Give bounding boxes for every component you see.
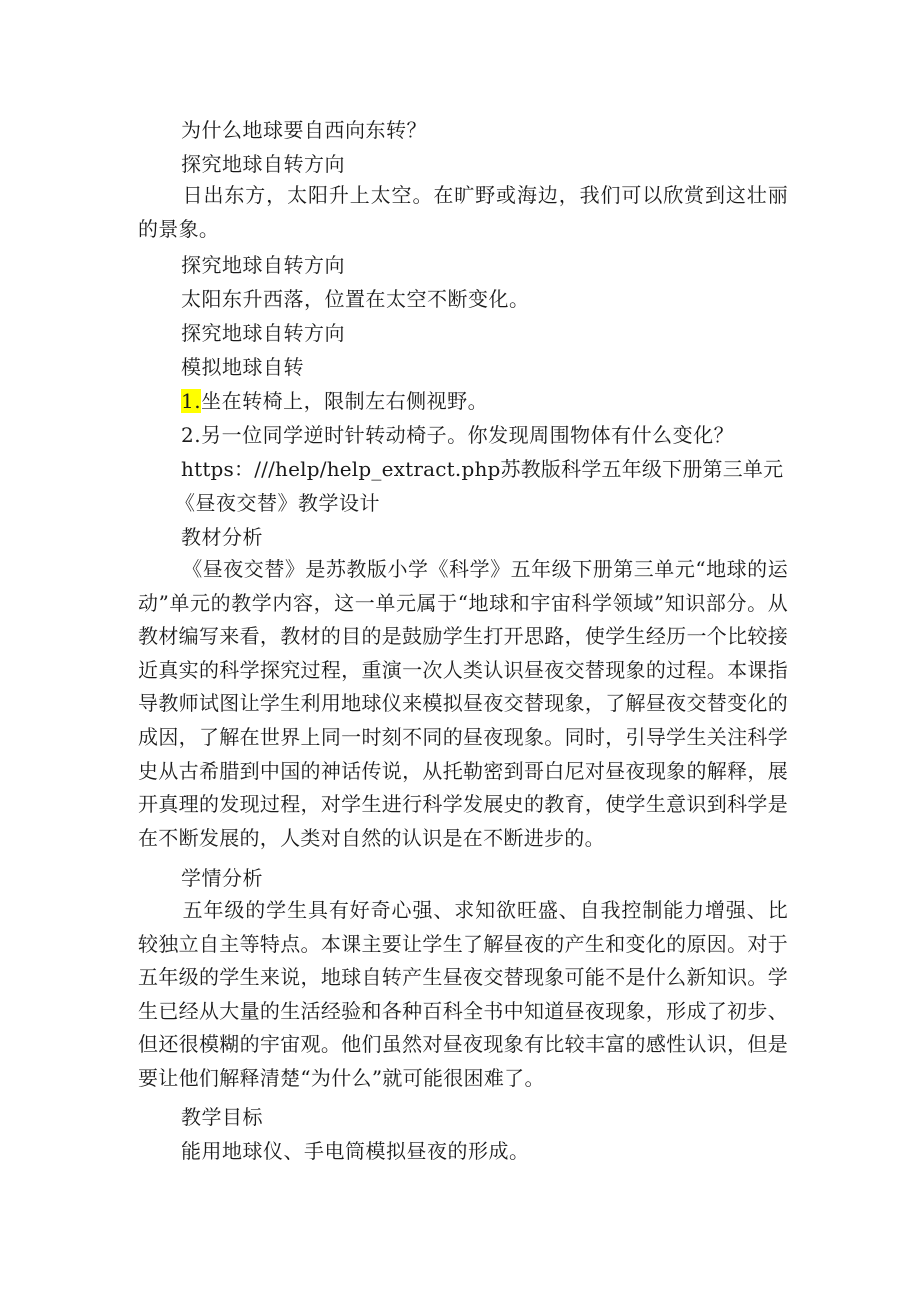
section-heading: 探究地球自转方向: [181, 253, 345, 277]
design-title: 《昼夜交替》教学设计: [175, 491, 380, 515]
heading-student-analysis: 学情分析: [181, 866, 263, 890]
sunrise-text: 日出东方，太阳升上太空。在旷野或海边，我们可以欣赏到这壮丽的景象。: [138, 183, 788, 241]
material-analysis-text: 《昼夜交替》是苏教版小学《科学》五年级下册第三单元“地球的运动”单元的教学内容，这一单元属于“地球和宇宙科学领域”知识部分。从教材编写来看，教材的目的是鼓励学生打开思路，使学生经历一个比较接近真实的科学探究过程，重演一次人类认识昼夜交替现象的过程。本课指导教师试图让学生利用地球仪来模拟昼夜交替现象，了解昼夜交替变化的成因，了解在世界上同一时刻不同的昼夜现象。同时，引导学生关注科学史从古希腊到中国的神话传说，从托勒密到哥白尼对昼夜现象的解释，展开真理的发现过程，对学生进行科学发展史的教育，使学生意识到科学是在不断发展的，人类对自然的认识是在不断进步的。: [138, 557, 788, 850]
section-heading: 探究地球自转方向: [181, 321, 345, 345]
heading-teaching-goals: 教学目标: [181, 1105, 263, 1129]
simulate-heading: 模拟地球自转: [181, 355, 304, 379]
step-2: 2.另一位同学逆时针转动椅子。你发现周围物体有什么变化？: [181, 423, 735, 447]
link-line: https：///help/help_extract.php苏教版科学五年级下册第三单元: [181, 457, 784, 481]
sun-move-text: 太阳东升西落，位置在太空不断变化。: [181, 287, 530, 311]
section-heading: 探究地球自转方向: [181, 152, 345, 176]
heading-material-analysis: 教材分析: [181, 525, 263, 549]
question-heading: 为什么地球要自西向东转？: [181, 118, 427, 142]
step-1-text: 坐在转椅上，限制左右侧视野。: [201, 389, 489, 413]
step-1: [181, 387, 488, 415]
teaching-goals-text: 能用地球仪、手电筒模拟昼夜的形成。: [181, 1139, 530, 1163]
step-1-number: 1.: [181, 389, 202, 413]
student-analysis-text: 五年级的学生具有好奇心强、求知欲旺盛、自我控制能力增强、比较独立自主等特点。本课主要让学生了解昼夜的产生和变化的原因。对于五年级的学生来说，地球自转产生昼夜交替现象可能不是什么新知识。学生已经从大量的生活经验和各种百科全书中知道昼夜现象，形成了初步、但还很模糊的宇宙观。他们虽然对昼夜现象有比较丰富的感性认识，但是要让他们解释清楚“为什么”就可能很困难了。: [138, 898, 788, 1090]
sunrise-paragraph: [138, 179, 788, 246]
material-analysis-paragraph: [138, 553, 788, 855]
student-analysis-paragraph: [138, 894, 788, 1096]
